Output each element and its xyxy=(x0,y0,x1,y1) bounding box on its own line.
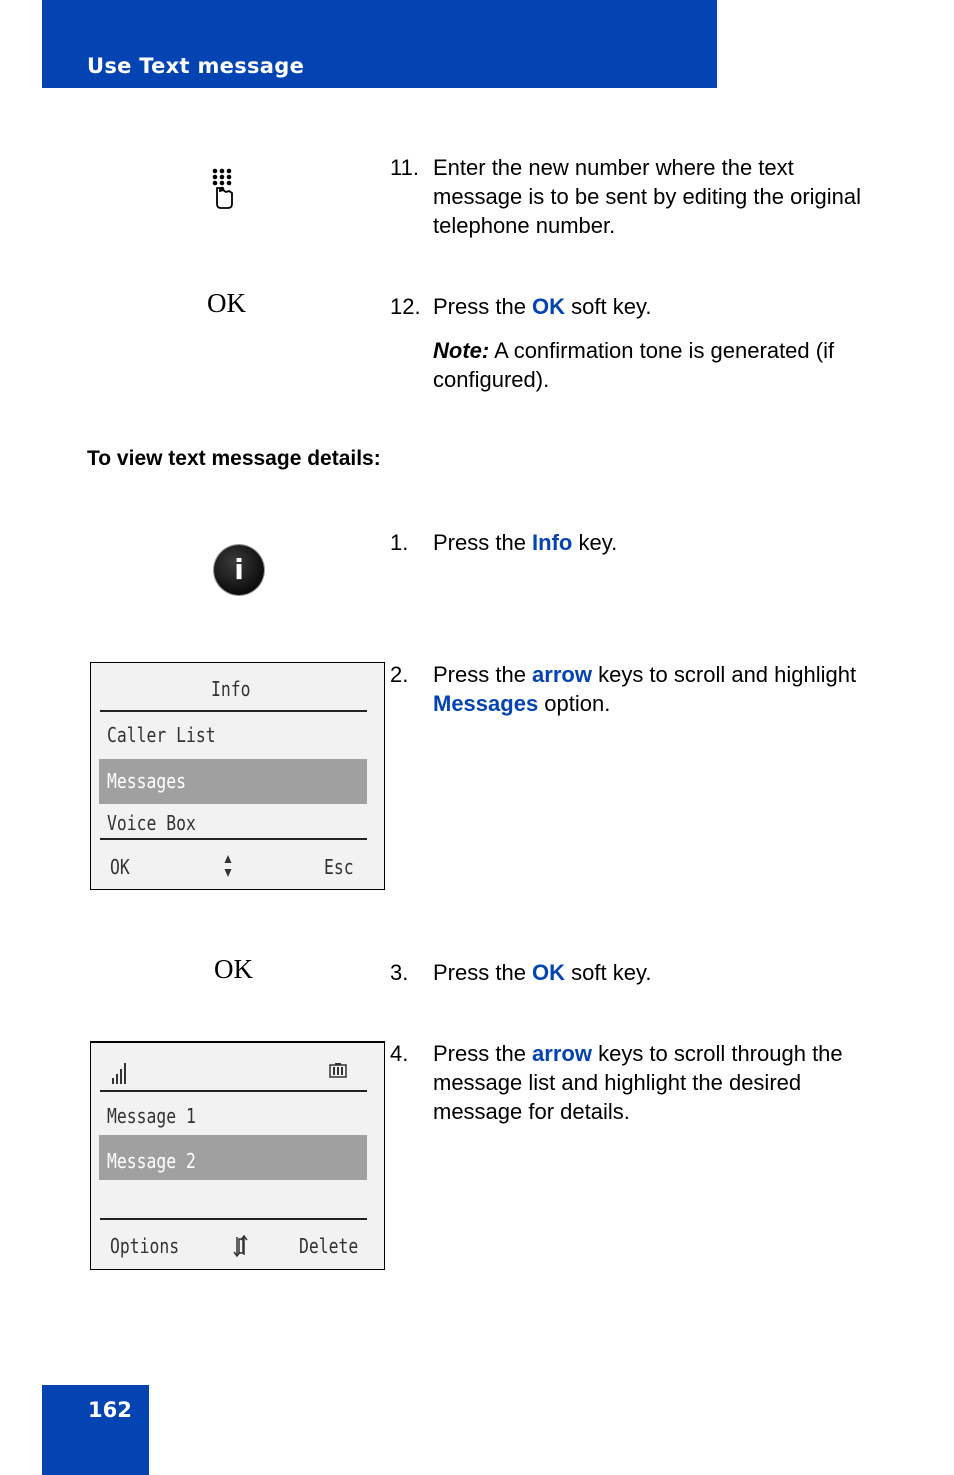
step-text: Press the arrow keys to scroll through the message list and highlight the desired message for details. xyxy=(433,1041,843,1124)
softkey-options[interactable]: Options xyxy=(110,1234,180,1258)
divider xyxy=(100,838,367,840)
scroll-arrows-icon xyxy=(223,854,233,878)
divider xyxy=(100,1218,367,1220)
page-header-title: Use Text message xyxy=(87,54,305,78)
page-number: 162 xyxy=(88,1398,132,1422)
ok-softkey-label: OK xyxy=(214,954,253,984)
phone-screen-message-list xyxy=(90,1041,385,1270)
menu-item-messages[interactable]: Messages xyxy=(107,769,186,793)
menu-item-voice-box[interactable]: Voice Box xyxy=(107,811,196,835)
step-number: 1. xyxy=(390,530,409,555)
step-number: 11. xyxy=(390,155,419,180)
info-key-icon: i xyxy=(214,545,264,595)
list-item-message-2[interactable]: Message 2 xyxy=(107,1149,196,1173)
step-text: Press the Info key. xyxy=(433,530,618,555)
signal-strength-icon xyxy=(111,1061,129,1085)
softkey-delete[interactable]: Delete xyxy=(299,1234,359,1258)
step-number: 3. xyxy=(390,960,409,985)
divider xyxy=(100,1090,367,1092)
step-number: 4. xyxy=(390,1041,409,1066)
softkey-esc[interactable]: Esc xyxy=(324,855,354,879)
step-number: 12. xyxy=(390,294,421,319)
scroll-arrows-icon xyxy=(233,1233,249,1259)
keypad-hand-icon xyxy=(208,166,238,210)
step-text: Enter the new number where the text message is to be sent by editing the original telephone number. xyxy=(433,155,862,238)
section-heading: To view text message details: xyxy=(87,447,381,470)
screen-title: Info xyxy=(211,677,251,701)
softkey-ok[interactable]: OK xyxy=(110,855,130,879)
step-text: Press the OK soft key. xyxy=(433,294,652,319)
step-text: Press the arrow keys to scroll and highlight Messages option. xyxy=(433,662,857,716)
note-text: Note: A confirmation tone is generated (if configured). xyxy=(433,338,835,392)
list-item-message-1[interactable]: Message 1 xyxy=(107,1104,196,1128)
phone-screen-info-menu xyxy=(90,662,385,890)
menu-item-caller-list[interactable]: Caller List xyxy=(107,723,216,747)
ok-softkey-label: OK xyxy=(207,288,246,318)
battery-icon xyxy=(329,1063,347,1079)
divider xyxy=(100,710,367,712)
step-text: Press the OK soft key. xyxy=(433,960,652,985)
step-number: 2. xyxy=(390,662,409,687)
